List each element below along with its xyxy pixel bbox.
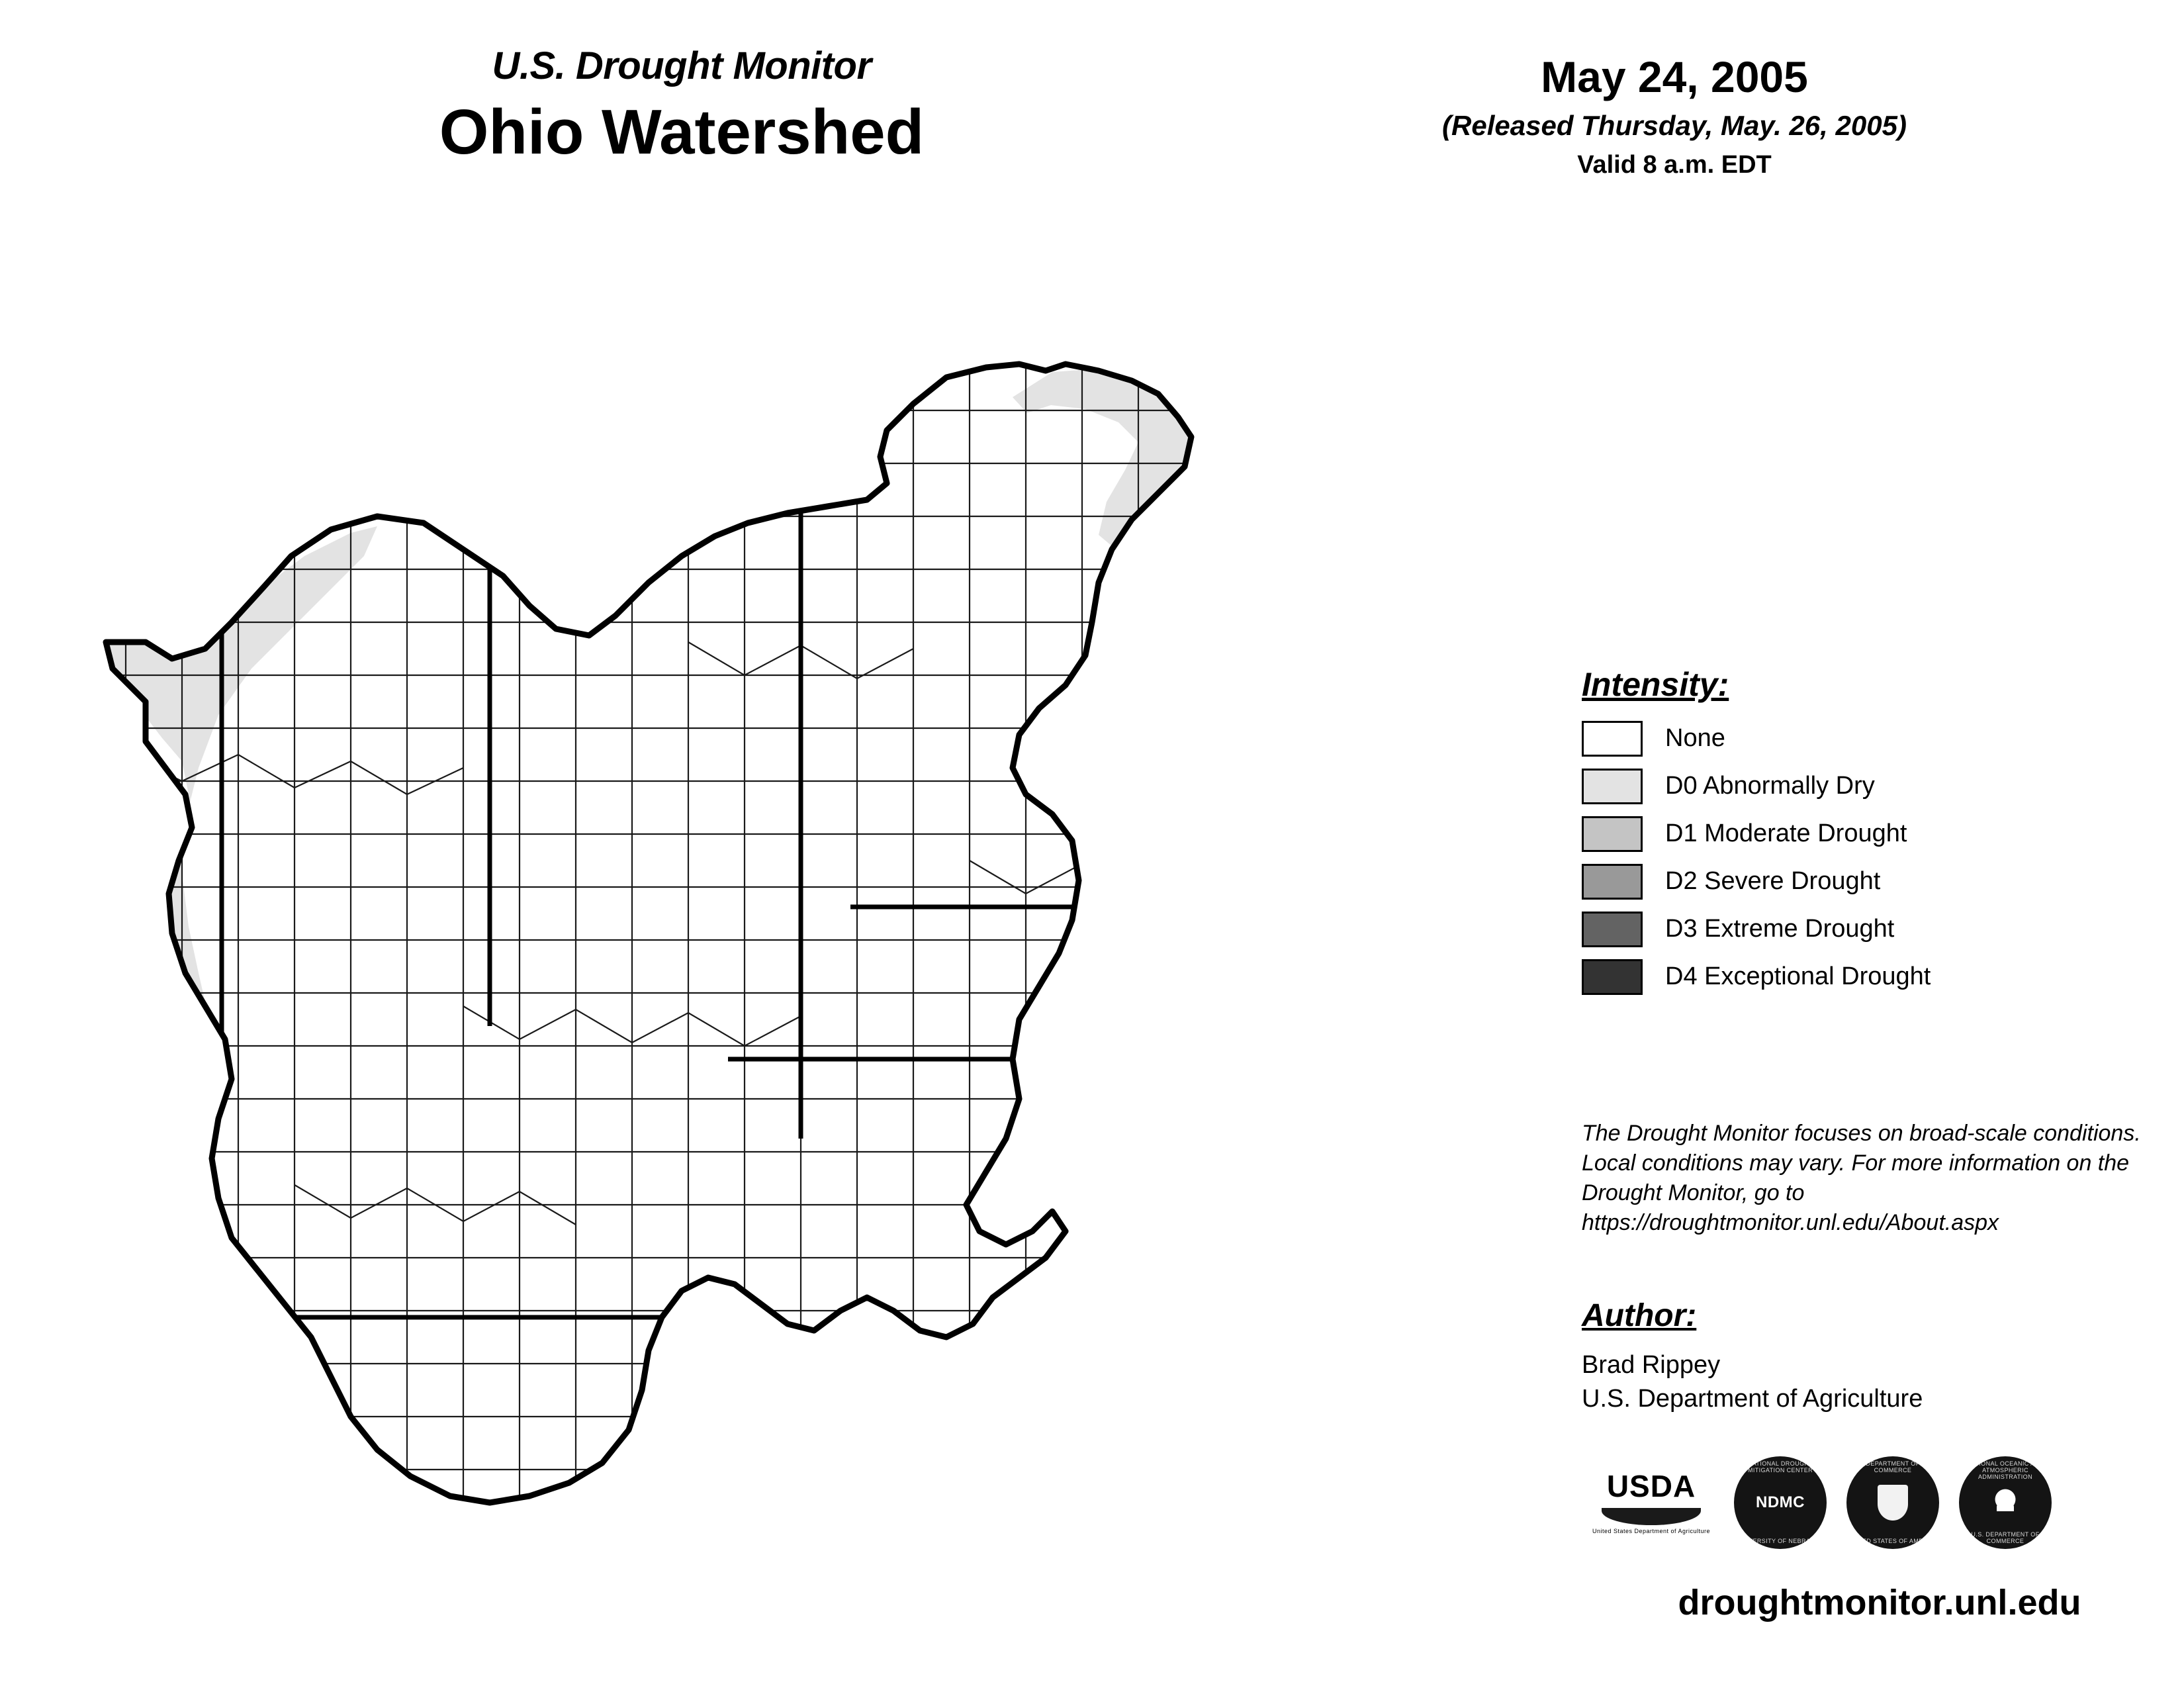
ndmc-logo-ring-bottom: UNIVERSITY OF NEBRASKA — [1737, 1538, 1823, 1544]
legend-label-d2: D2 Severe Drought — [1665, 867, 1881, 896]
program-title: U.S. Drought Monitor — [492, 44, 872, 87]
disclaimer-text: The Drought Monitor focuses on broad-scale conditions. Local conditions may vary. For more information on the Drought Monitor, go to https://droughtmonitor.unl.edu/About.aspx — [1582, 1121, 2141, 1235]
legend-item-d1 — [1582, 816, 2151, 852]
doc-logo-ring-top: DEPARTMENT OF COMMERCE — [1866, 1460, 1920, 1474]
legend-swatch-d2 — [1582, 864, 1643, 900]
doc-logo — [1846, 1456, 1939, 1549]
legend-swatch-d1 — [1582, 816, 1643, 852]
usda-logo-text: USDA — [1606, 1469, 1696, 1503]
legend — [1582, 665, 2151, 1007]
map-date: May 24, 2005 — [1541, 52, 1808, 101]
legend-swatch-d0 — [1582, 769, 1643, 804]
legend-item-none — [1582, 721, 2151, 757]
legend-swatch-d4 — [1582, 959, 1643, 995]
legend-item-d4 — [1582, 959, 2151, 995]
usda-logo-subtext: United States Department of Agriculture — [1592, 1528, 1711, 1534]
legend-label-d1: D1 Moderate Drought — [1665, 820, 1907, 848]
ndmc-logo-text: NDMC — [1756, 1493, 1805, 1511]
release-date: (Released Thursday, May. 26, 2005) — [1442, 109, 1907, 141]
legend-label-none: None — [1665, 724, 1725, 753]
region-title: Ohio Watershed — [439, 96, 925, 167]
ndmc-logo — [1734, 1456, 1827, 1549]
doc-logo-ring-bottom: UNITED STATES OF AMERICA — [1847, 1538, 1938, 1544]
footer-url[interactable]: droughtmonitor.unl.edu — [1678, 1583, 2081, 1622]
usda-logo-swoosh — [1602, 1508, 1701, 1525]
ndmc-logo-ring-top: NATIONAL DROUGHT MITIGATION CENTER — [1747, 1460, 1813, 1474]
noaa-logo-ring-bottom: U.S. DEPARTMENT OF COMMERCE — [1971, 1531, 2040, 1544]
legend-item-d0 — [1582, 769, 2151, 804]
noaa-logo-ring-top: NATIONAL OCEANIC AND ATMOSPHERIC ADMINISTRATION — [1966, 1460, 2044, 1480]
logo-strip — [1588, 1450, 2171, 1556]
header-date-block — [1377, 53, 1972, 179]
author-name: Brad Rippey — [1582, 1351, 1721, 1379]
drought-map — [66, 357, 1509, 1595]
author-block — [1582, 1297, 2177, 1416]
noaa-logo-bird-icon — [1985, 1482, 2026, 1523]
legend-label-d4: D4 Exceptional Drought — [1665, 962, 1931, 991]
author-heading: Author: — [1582, 1298, 1697, 1333]
legend-item-d2 — [1582, 864, 2151, 900]
map-base-layer — [66, 357, 1509, 1595]
author-affiliation: U.S. Department of Agriculture — [1582, 1384, 1923, 1413]
legend-item-d3 — [1582, 912, 2151, 947]
usda-logo — [1588, 1463, 1714, 1542]
header-title-block — [285, 46, 1079, 169]
valid-time: Valid 8 a.m. EDT — [1577, 150, 1772, 179]
legend-title: Intensity: — [1582, 666, 1729, 703]
doc-logo-shield-icon — [1878, 1485, 1908, 1521]
legend-swatch-d3 — [1582, 912, 1643, 947]
noaa-logo — [1959, 1456, 2052, 1549]
legend-label-d3: D3 Extreme Drought — [1665, 915, 1895, 943]
legend-label-d0: D0 Abnormally Dry — [1665, 772, 1875, 800]
legend-swatch-none — [1582, 721, 1643, 757]
